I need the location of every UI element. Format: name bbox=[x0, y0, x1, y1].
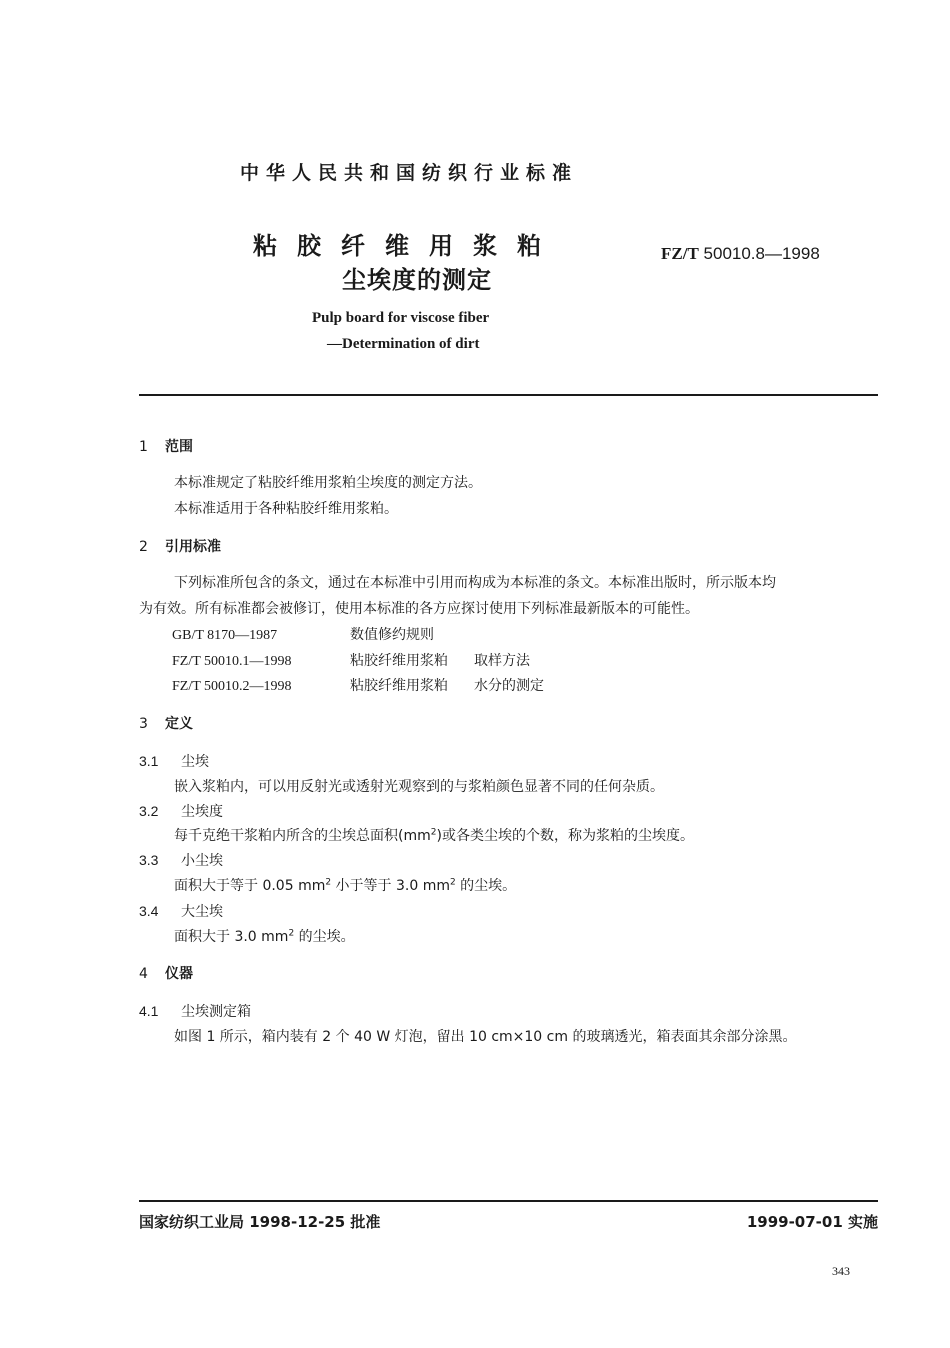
subsection-number: 3.3 bbox=[139, 852, 159, 868]
issue-statement: 国家纺织工业局 1998-12-25 批准 bbox=[139, 1213, 381, 1231]
english-title-line-2: —Determination of dirt bbox=[327, 336, 480, 352]
reference-title: 数值修约规则 bbox=[350, 627, 434, 643]
standard-code-prefix: FZ/T bbox=[661, 244, 699, 263]
subsection-title: 小尘埃 bbox=[181, 853, 223, 869]
header-rule bbox=[139, 394, 878, 396]
section-title: 引用标准 bbox=[165, 539, 221, 555]
section-2-heading bbox=[139, 536, 221, 556]
definition-text: 嵌入浆粕内，可以用反射光或透射光观察到的与浆粕颜色显著不同的任何杂质。 bbox=[174, 779, 664, 795]
reference-code: FZ/T 50010.2—1998 bbox=[172, 679, 292, 694]
section-3-heading bbox=[139, 713, 193, 733]
subsection-number: 3.1 bbox=[139, 753, 159, 769]
subsection-number: 3.4 bbox=[139, 903, 159, 919]
subsection-number: 4.1 bbox=[139, 1003, 159, 1019]
title-line-1: 粘胶纤维用浆粕 bbox=[253, 232, 561, 260]
superscript: 2 bbox=[288, 928, 295, 939]
effective-date: 1999-07-01 实施 bbox=[746, 1213, 878, 1231]
subsection-number: 3.2 bbox=[139, 803, 159, 819]
reference-code: GB/T 8170—1987 bbox=[172, 628, 278, 643]
paragraph: 本标准规定了粘胶纤维用浆粕尘埃度的测定方法。 bbox=[174, 475, 482, 491]
text-part: 的尘埃。 bbox=[455, 878, 517, 894]
definition-text bbox=[174, 825, 694, 845]
subsection-title: 尘埃 bbox=[181, 754, 209, 770]
definition-heading bbox=[139, 850, 223, 870]
standard-code bbox=[661, 244, 820, 264]
text-part: 每千克绝干浆粕内所含的尘埃总面积(mm bbox=[174, 828, 431, 844]
paragraph: 下列标准所包含的条文，通过在本标准中引用而构成为本标准的条文。本标准出版时，所示版本均 bbox=[174, 575, 776, 591]
definition-heading bbox=[139, 751, 209, 771]
section-title: 范围 bbox=[165, 439, 193, 455]
paragraph: 本标准适用于各种粘胶纤维用浆粕。 bbox=[174, 501, 398, 517]
reference-code: FZ/T 50010.1—1998 bbox=[172, 654, 292, 669]
section-1-heading bbox=[139, 436, 193, 456]
section-number: 3 bbox=[139, 716, 148, 732]
section-number: 4 bbox=[139, 966, 148, 982]
page-number: 343 bbox=[832, 1264, 850, 1278]
english-title-line-1: Pulp board for viscose fiber bbox=[312, 310, 490, 326]
definition-text bbox=[174, 875, 516, 895]
superscript: 2 bbox=[325, 877, 332, 888]
reference-extra: 取样方法 bbox=[474, 653, 530, 669]
definition-text bbox=[174, 926, 355, 946]
section-number: 2 bbox=[139, 539, 148, 555]
text-part: 面积大于 3.0 mm bbox=[174, 929, 289, 945]
subsection-heading bbox=[139, 1001, 251, 1021]
subsection-title: 大尘埃 bbox=[181, 904, 223, 920]
reference-item bbox=[172, 675, 544, 695]
section-number: 1 bbox=[139, 439, 148, 455]
superscript: 2 bbox=[449, 877, 456, 888]
section-4-heading bbox=[139, 963, 193, 983]
footer-rule bbox=[139, 1200, 878, 1202]
reference-extra: 水分的测定 bbox=[474, 678, 544, 694]
reference-title: 粘胶纤维用浆粕 bbox=[350, 653, 448, 669]
reference-item bbox=[172, 650, 530, 670]
title-line-2: 尘埃度的测定 bbox=[342, 266, 492, 294]
subsection-title: 尘埃测定箱 bbox=[181, 1004, 251, 1020]
section-title: 仪器 bbox=[165, 966, 193, 982]
text-part: 小于等于 3.0 mm bbox=[331, 878, 450, 894]
standard-category: 中华人民共和国纺织行业标准 bbox=[240, 162, 579, 184]
text-part: 的尘埃。 bbox=[294, 929, 355, 945]
definition-heading bbox=[139, 901, 223, 921]
reference-item bbox=[172, 624, 474, 644]
subsection-title: 尘埃度 bbox=[181, 804, 223, 820]
standard-code-number: 50010.8—1998 bbox=[703, 244, 820, 263]
definition-heading bbox=[139, 801, 223, 821]
section-title: 定义 bbox=[165, 716, 193, 732]
superscript: 2 bbox=[430, 827, 437, 838]
reference-title: 粘胶纤维用浆粕 bbox=[350, 678, 448, 694]
paragraph: 为有效。所有标准都会被修订，使用本标准的各方应探讨使用下列标准最新版本的可能性。 bbox=[139, 601, 699, 617]
paragraph: 如图 1 所示，箱内装有 2 个 40 W 灯泡，留出 10 cm×10 cm 的玻璃透光，箱表面其余部分涂黑。 bbox=[174, 1029, 797, 1045]
text-part: )或各类尘埃的个数，称为浆粕的尘埃度。 bbox=[436, 828, 694, 844]
text-part: 面积大于等于 0.05 mm bbox=[174, 878, 326, 894]
